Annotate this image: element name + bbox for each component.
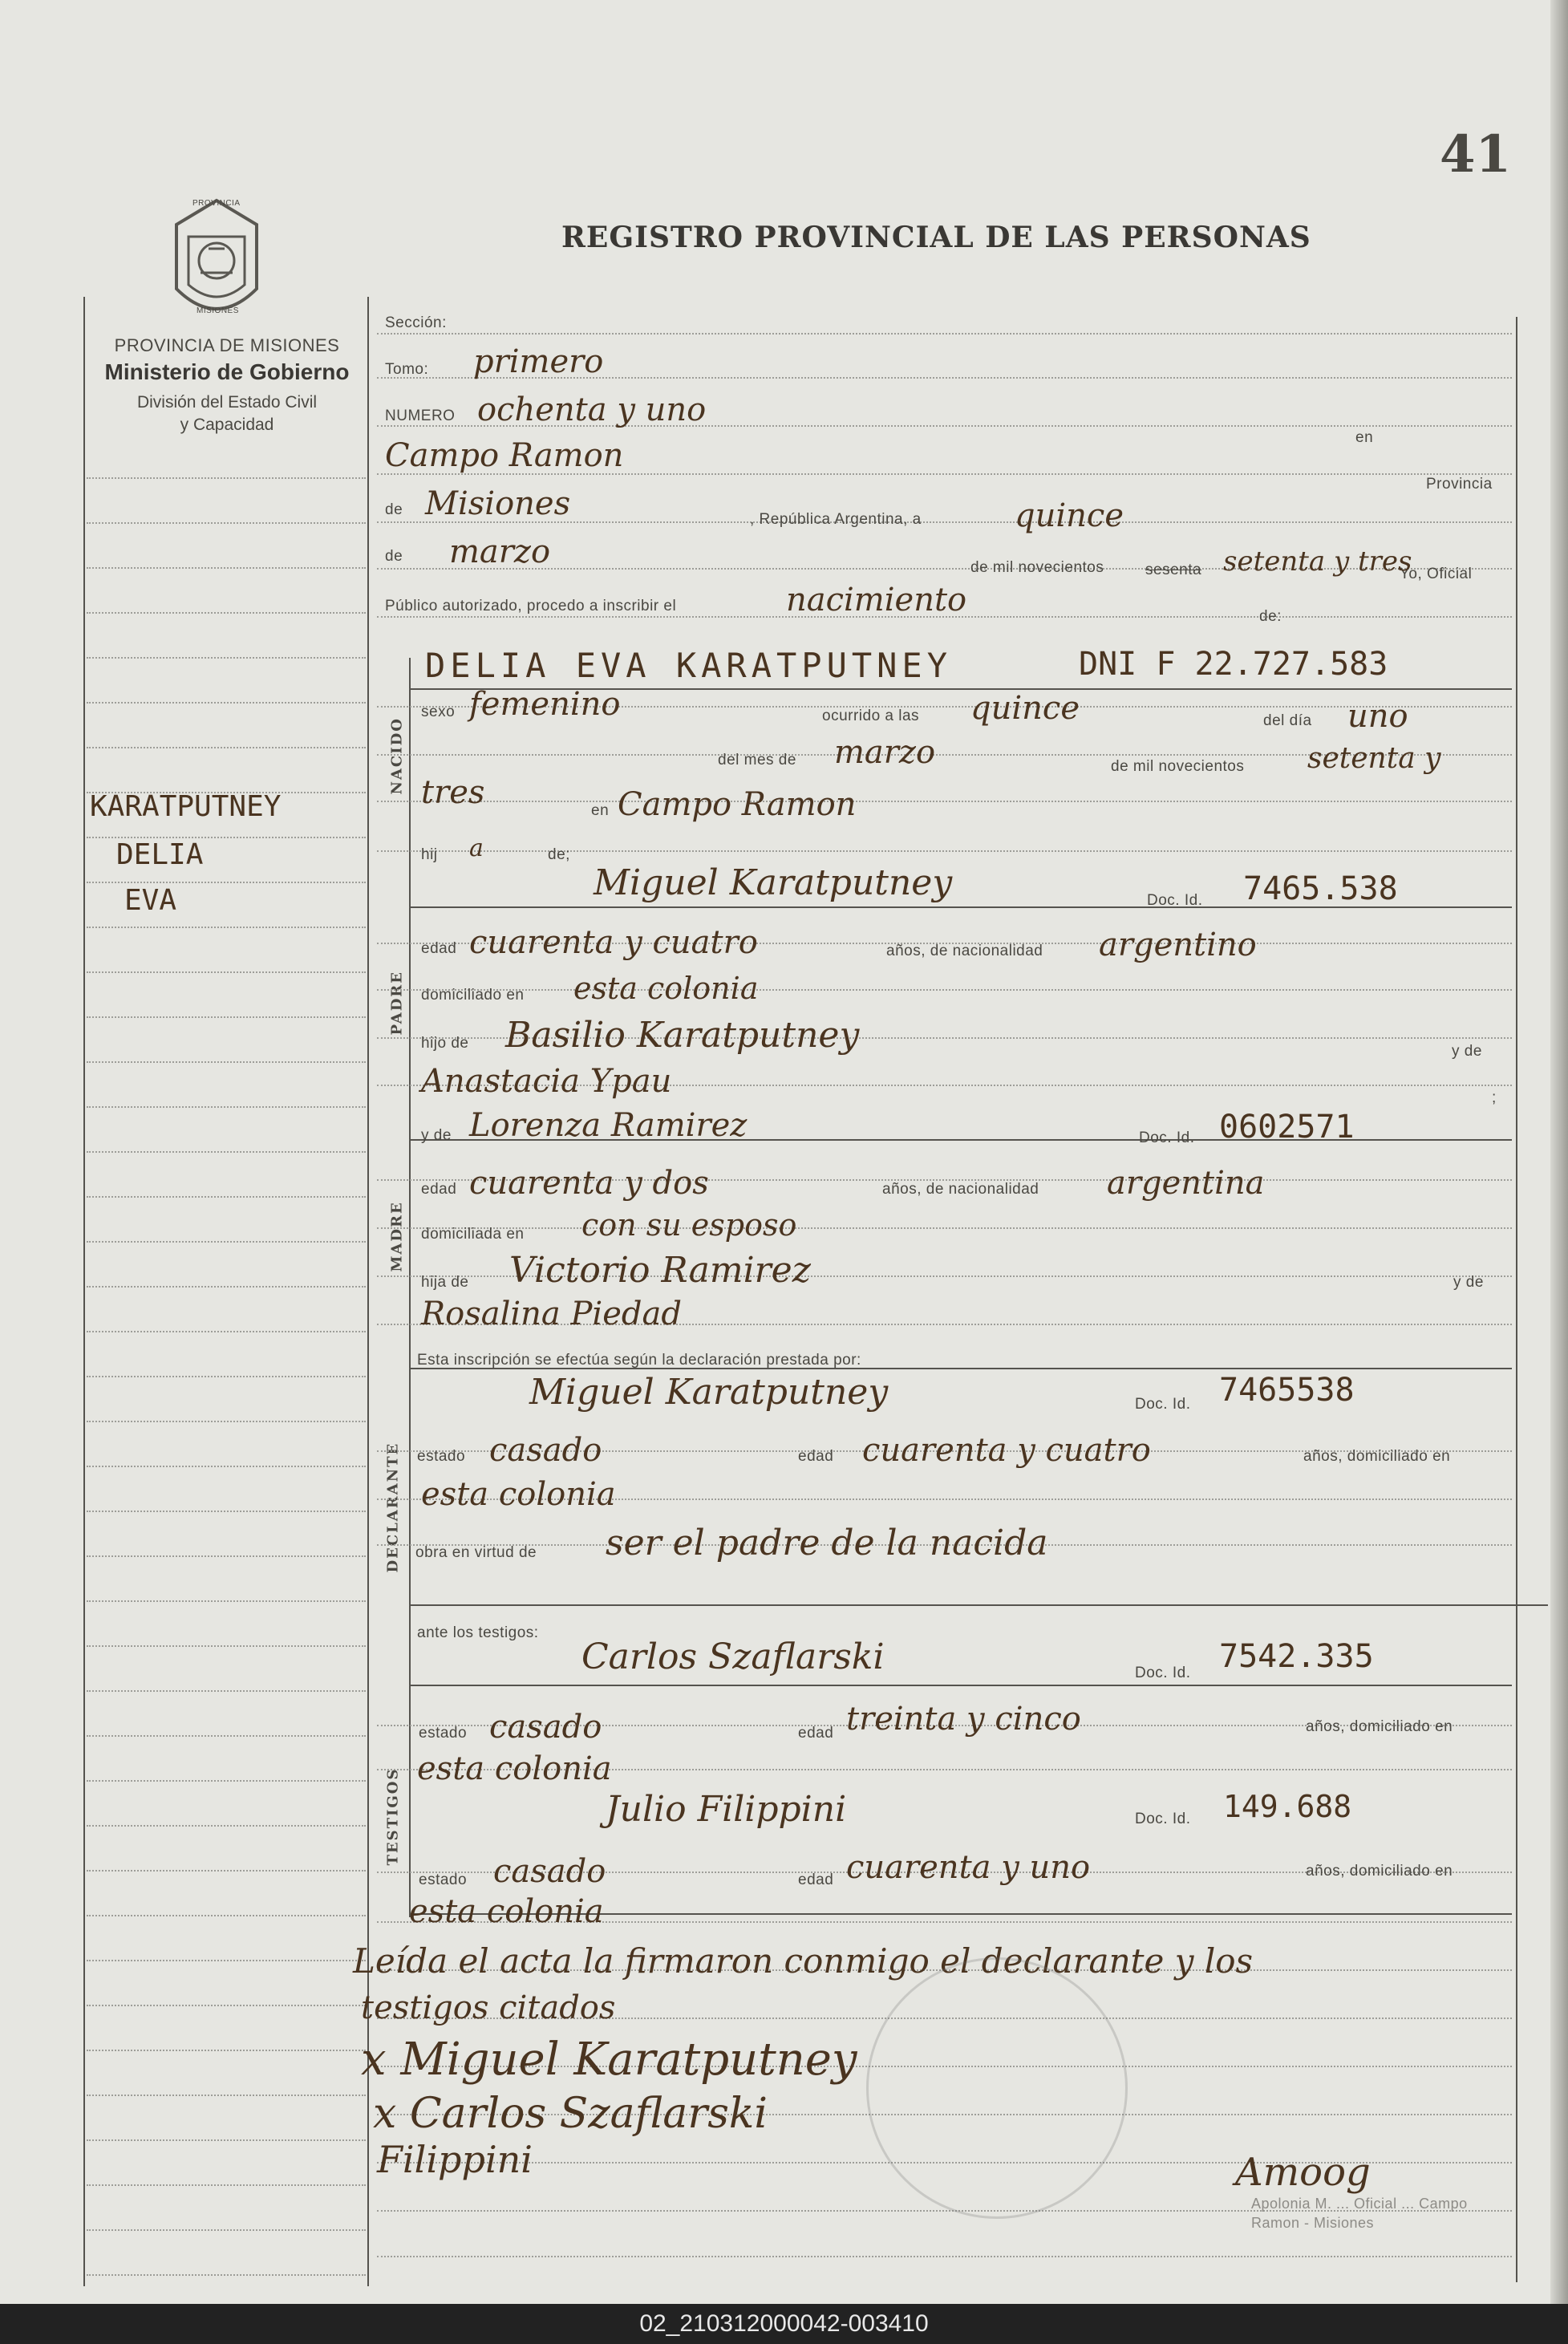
section-column-line	[409, 658, 411, 1917]
margin-ruled-line	[87, 1960, 366, 1962]
value-ano: setenta y tres	[1223, 545, 1412, 578]
value-dni: DNI F 22.727.583	[1079, 646, 1388, 683]
value-madre-doc: 0602571	[1219, 1109, 1355, 1146]
margin-ruled-line	[87, 1331, 366, 1333]
margin-ruled-line	[87, 971, 366, 974]
margin-ruled-line	[87, 1196, 366, 1198]
main-ruled-line	[377, 2256, 1512, 2258]
divider-testigos-top	[409, 1685, 1512, 1686]
value-dia: quince	[1015, 497, 1124, 534]
label-yo-oficial: Yo, Oficial	[1400, 566, 1473, 582]
header-ministry: Ministerio de Gobierno	[104, 359, 350, 384]
value-padre-dom: esta colonia	[573, 971, 759, 1006]
label-estado-declarante: estado	[417, 1448, 466, 1465]
label-hij: hij	[421, 846, 438, 863]
label-hija-de: hija de	[421, 1274, 469, 1291]
label-provincia: Provincia	[1426, 476, 1493, 493]
section-padre: PADRE	[388, 971, 406, 1036]
value-mes: marzo	[449, 533, 551, 570]
header-division: División del Estado Civil	[136, 393, 318, 412]
section-madre: MADRE	[388, 1201, 406, 1272]
value-padre-hijo-de: Basilio Karatputney	[505, 1015, 860, 1056]
signature-oficial: Amoog	[1235, 2150, 1371, 2195]
value-t1-estado: casado	[489, 1709, 602, 1746]
margin-ruled-line	[87, 1061, 366, 1064]
margin-ruled-line	[87, 1825, 366, 1827]
value-t2-dom: esta colonia	[409, 1893, 604, 1930]
value-padre-madre: Anastacia Ypau	[421, 1063, 672, 1100]
value-t1-edad: treinta y cinco	[846, 1701, 1081, 1738]
value-madre-dom: con su esposo	[581, 1207, 797, 1243]
margin-ruled-line	[87, 2274, 366, 2277]
label-doc-declarante: Doc. Id.	[1135, 1396, 1191, 1413]
label-ante-testigos: ante los testigos:	[417, 1624, 539, 1641]
margin-ruled-line	[87, 1915, 366, 1917]
margin-ruled-line	[87, 1106, 366, 1109]
label-ocurrido: ocurrido a las	[822, 708, 920, 724]
label-edad-madre: edad	[421, 1181, 457, 1198]
section-declarante: DECLARANTE	[384, 1442, 402, 1573]
margin-ruled-line	[87, 702, 366, 704]
right-border	[1516, 317, 1517, 2282]
label-de-colon: de:	[1259, 608, 1282, 625]
value-t2-edad: cuarenta y uno	[846, 1849, 1091, 1886]
label-numero: NUMERO	[385, 408, 456, 424]
margin-ruled-line	[87, 612, 366, 614]
label-estado-testigo-1: estado	[419, 1725, 468, 1742]
stamp-text: Apolonia M. ... Oficial ... Campo Ramon - Misiones	[1251, 2196, 1468, 2231]
label-del-dia: del día	[1263, 712, 1312, 729]
label-doc-padre-child: Doc. Id.	[1147, 892, 1203, 909]
label-edad-testigo-2: edad	[798, 1872, 834, 1888]
value-ano-nac-2: tres	[421, 774, 485, 811]
signature-testigo-1: x Carlos Szaflarski	[373, 2090, 768, 2138]
left-border	[83, 297, 85, 2286]
label-domiciliado-testigo-2: años, domiciliado en	[1306, 1863, 1453, 1880]
margin-ruled-line	[87, 1511, 366, 1513]
divider-declarante	[409, 1604, 1548, 1606]
margin-ruled-line	[87, 1780, 366, 1782]
margin-ruled-line	[87, 1555, 366, 1558]
main-ruled-line	[377, 333, 1512, 335]
label-en-2: en	[591, 802, 610, 819]
header-capacity: y Capacidad	[180, 416, 274, 434]
label-semicolon: ;	[1492, 1089, 1497, 1106]
value-numero: ochenta y uno	[477, 391, 707, 428]
label-de-1: de	[385, 501, 403, 518]
label-doc-testigo-1: Doc. Id.	[1135, 1665, 1191, 1681]
official-stamp	[866, 1957, 1128, 2219]
image-id-footer: 02_210312000042-003410	[0, 2304, 1568, 2344]
value-acto: nacimiento	[786, 582, 967, 618]
label-domiciliado-declarante: años, domiciliado en	[1303, 1448, 1451, 1465]
margin-ruled-line	[87, 2184, 366, 2187]
value-madre-hija-de: Victorio Ramirez	[509, 1250, 811, 1291]
value-t2-nombre: Julio Filippini	[606, 1789, 847, 1830]
value-t2-estado: casado	[493, 1853, 606, 1890]
value-dia-nac: uno	[1347, 698, 1408, 735]
page-title: REGISTRO PROVINCIAL DE LAS PERSONAS	[561, 221, 1311, 254]
margin-ruled-line	[87, 657, 366, 659]
label-estado-testigo-2: estado	[419, 1872, 468, 1888]
margin-ruled-line	[87, 1466, 366, 1468]
margin-ruled-line	[87, 1645, 366, 1648]
margin-ruled-line	[87, 522, 366, 525]
label-nacionalidad-padre: años, de nacionalidad	[886, 943, 1043, 959]
label-tomo: Tomo:	[385, 361, 429, 378]
value-decl-obra: ser el padre de la nacida	[606, 1523, 1048, 1563]
margin-surname: KARATPUTNEY	[90, 790, 282, 823]
label-domiciliado: domiciliado en	[421, 987, 525, 1004]
value-t1-doc: 7542.335	[1219, 1638, 1374, 1675]
value-padre-edad: cuarenta y cuatro	[469, 924, 758, 961]
value-lugar: Campo Ramon	[385, 437, 624, 474]
margin-ruled-line	[87, 567, 366, 570]
margin-ruled-line	[87, 1241, 366, 1243]
label-declaracion: Esta inscripción se efectúa según la declaración prestada por:	[417, 1352, 861, 1369]
value-padre-nac: argentino	[1099, 927, 1257, 963]
label-republica: , República Argentina, a	[750, 511, 922, 528]
seal-text-top: PROVINCIA	[192, 199, 241, 208]
label-de-2: de	[385, 548, 403, 565]
margin-ruled-line	[87, 1600, 366, 1603]
margin-ruled-line	[87, 477, 366, 480]
main-ruled-line	[377, 1227, 1512, 1230]
label-y-de-padre: y de	[1452, 1043, 1482, 1060]
margin-ruled-line	[87, 927, 366, 929]
value-decl-doc: 7465538	[1219, 1372, 1355, 1409]
label-obra: obra en virtud de	[415, 1544, 537, 1561]
value-madre-edad: cuarenta y dos	[469, 1165, 709, 1202]
value-mes-nac: marzo	[834, 734, 936, 771]
value-decl-estado: casado	[489, 1432, 602, 1469]
label-doc-testigo-2: Doc. Id.	[1135, 1811, 1191, 1827]
label-nacionalidad-madre: años, de nacionalidad	[882, 1181, 1039, 1198]
label-de-mil-novecientos-2: de mil novecientos	[1111, 758, 1245, 775]
label-sexo: sexo	[421, 704, 456, 720]
margin-ruled-line	[87, 2095, 366, 2097]
margin-second-name: EVA	[124, 884, 177, 917]
value-nombre: DELIA EVA KARATPUTNEY	[425, 646, 953, 685]
label-en: en	[1355, 429, 1374, 446]
value-padre-nombre: Miguel Karatputney	[594, 862, 953, 903]
margin-ruled-line	[87, 1870, 366, 1872]
value-madre-madre: Rosalina Piedad	[421, 1296, 682, 1332]
value-madre-nac: argentina	[1107, 1165, 1265, 1202]
value-t1-dom: esta colonia	[417, 1750, 612, 1787]
label-de-semicolon: de;	[548, 846, 570, 863]
label-hijo-de: hijo de	[421, 1035, 469, 1052]
label-y-de-madre: y de	[421, 1127, 452, 1144]
value-decl-edad: cuarenta y cuatro	[862, 1432, 1151, 1469]
closing-line-1: Leída el acta la firmaron conmigo el declarante y los	[353, 1941, 1254, 1981]
margin-ruled-line	[87, 1690, 366, 1693]
value-hij-suffix: a	[469, 834, 484, 862]
value-ano-nac-1: setenta y	[1307, 742, 1441, 775]
closing-line-2: testigos citados	[361, 1989, 616, 2026]
label-publico: Público autorizado, procedo a inscribir el	[385, 598, 677, 614]
label-doc-madre: Doc. Id.	[1139, 1129, 1195, 1146]
value-t1-nombre: Carlos Szaflarski	[581, 1636, 885, 1677]
margin-ruled-line	[87, 1376, 366, 1378]
margin-ruled-line	[87, 1421, 366, 1423]
signature-declarante: x Miguel Karatputney	[361, 2034, 857, 2086]
margin-ruled-line	[87, 1016, 366, 1019]
page-number: 41	[1440, 124, 1512, 185]
value-madre-nombre: Lorenza Ramirez	[469, 1107, 748, 1144]
label-y-de-madre-2: y de	[1453, 1274, 1484, 1291]
signature-testigo-2: Filippini	[377, 2138, 533, 2181]
value-t2-doc: 149.688	[1223, 1789, 1352, 1824]
header-province: PROVINCIA DE MISIONES	[114, 335, 340, 355]
margin-ruled-line	[87, 1286, 366, 1288]
value-padre-doc: 7465.538	[1243, 870, 1398, 907]
margin-ruled-line	[87, 2139, 366, 2142]
label-del-mes: del mes de	[718, 752, 796, 768]
label-sesenta-struck: sesenta	[1145, 562, 1202, 578]
margin-first-name: DELIA	[116, 838, 204, 871]
label-domiciliado-testigo-1: años, domiciliado en	[1306, 1718, 1453, 1735]
margin-ruled-line	[87, 2005, 366, 2007]
label-de-mil-novecientos: de mil novecientos	[970, 559, 1104, 576]
label-edad-padre: edad	[421, 940, 457, 957]
margin-ruled-line	[87, 1735, 366, 1738]
label-seccion: Sección:	[385, 314, 447, 331]
seal-text-bottom: MISIONES	[197, 306, 239, 315]
section-testigos: TESTIGOS	[384, 1767, 402, 1866]
section-nacido: NACIDO	[388, 717, 406, 795]
margin-divider	[367, 297, 369, 2286]
value-provincia: Misiones	[425, 485, 571, 522]
value-decl-dom: esta colonia	[421, 1476, 616, 1513]
main-ruled-line	[377, 801, 1512, 803]
value-hora: quince	[970, 690, 1080, 727]
label-domiciliada: domiciliada en	[421, 1226, 525, 1243]
page-edge	[1550, 0, 1568, 2304]
margin-ruled-line	[87, 2229, 366, 2232]
value-tomo: primero	[473, 343, 604, 380]
margin-ruled-line	[87, 2050, 366, 2052]
margin-ruled-line	[87, 1151, 366, 1154]
label-edad-testigo-1: edad	[798, 1725, 834, 1742]
main-ruled-line	[377, 989, 1512, 992]
value-lugar-nac: Campo Ramon	[618, 786, 857, 823]
label-edad-declarante: edad	[798, 1448, 834, 1465]
value-sexo: femenino	[469, 686, 621, 723]
margin-ruled-line	[87, 747, 366, 749]
value-decl-nombre: Miguel Karatputney	[529, 1372, 889, 1413]
